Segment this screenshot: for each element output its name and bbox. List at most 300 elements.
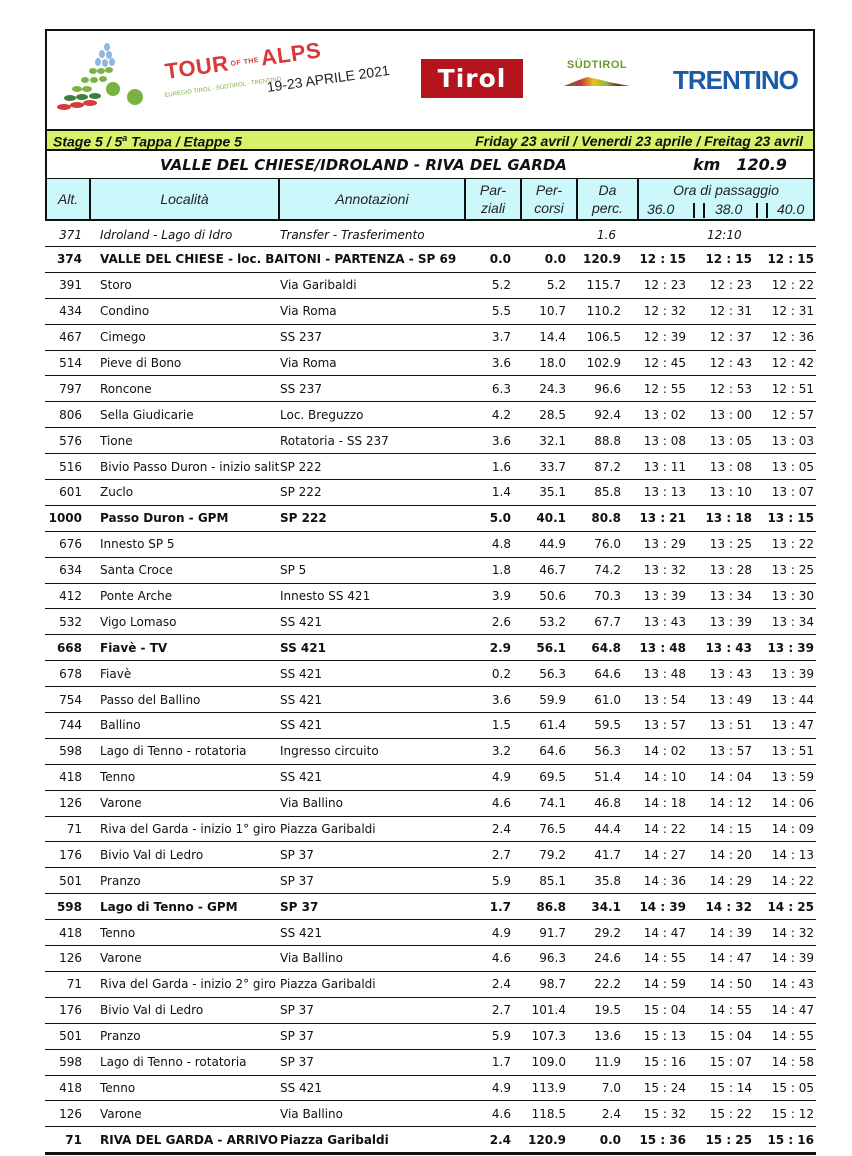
cell-da: 74.2	[594, 563, 621, 578]
table-row	[45, 247, 816, 273]
cell-alt: 678	[59, 666, 82, 681]
cell-t2: 14 : 55	[709, 1003, 752, 1018]
cell-loc: Cimego	[100, 330, 146, 345]
cell-par: 3.6	[491, 692, 511, 707]
cell-alt: 391	[59, 278, 82, 293]
cell-t2: 14 : 29	[709, 873, 752, 888]
cell-par: 2.4	[491, 977, 511, 992]
cell-per: 56.1	[536, 640, 566, 655]
stage-label: Stage 5 / 5$^a$ Tappa / Etappe 5	[53, 133, 242, 150]
cell-t2: 13 : 51	[709, 718, 752, 733]
cell-t2: 12 : 43	[709, 356, 752, 370]
cell-per: 79.2	[539, 847, 566, 862]
cell-loc: Santa Croce	[100, 563, 173, 578]
cell-loc: Sella Giudicarie	[100, 407, 194, 422]
cell-t3: 15 : 05	[771, 1080, 814, 1095]
col-parziali: Par- ziali	[466, 179, 522, 219]
cell-da: 22.2	[594, 977, 621, 992]
cell-loc: Condino	[100, 304, 150, 319]
col-alt: Alt.	[47, 179, 91, 219]
cell-t3: 12 : 31	[771, 304, 814, 319]
cell-per: 33.7	[539, 459, 566, 474]
cell-da: 34.1	[591, 899, 621, 914]
cell-alt: 418	[59, 770, 82, 785]
cell-da: 56.3	[594, 744, 621, 759]
table-row	[45, 454, 816, 480]
cell-par: 3.7	[491, 330, 511, 345]
cell-loc: Pranzo	[100, 873, 141, 888]
cell-per: 120.9	[528, 1132, 566, 1147]
cell-loc: Varone	[100, 796, 142, 811]
timetable	[45, 223, 816, 1155]
cell-t1: 14 : 10	[643, 770, 686, 785]
cell-per: 46.7	[539, 563, 566, 578]
table-row	[45, 609, 816, 635]
cell-t1: 14 : 27	[643, 847, 686, 862]
route-title: VALLE DEL CHIESE/IDROLAND - RIVA DEL GARDA	[160, 156, 567, 174]
cell-t3: 14 : 43	[771, 977, 814, 992]
cell-t2: 12 : 23	[709, 278, 752, 293]
cell-par: 2.7	[491, 847, 511, 862]
cell-ann: SS 421	[280, 692, 322, 707]
cell-per: 76.5	[539, 822, 566, 837]
cell-ann: SS 421	[280, 1080, 322, 1095]
cell-t1: 15 : 13	[643, 1029, 686, 1044]
cell-per: 86.8	[536, 899, 566, 914]
table-row	[45, 739, 816, 765]
cell-alt: 797	[59, 381, 82, 396]
cell-per: 28.5	[539, 407, 566, 422]
cell-ann: Via Garibaldi	[280, 278, 357, 293]
table-row	[45, 998, 816, 1024]
cell-loc: Vigo Lomaso	[100, 614, 177, 629]
cell-par: 4.6	[491, 1106, 511, 1121]
table-row	[45, 972, 816, 998]
cell-per: 40.1	[536, 511, 566, 526]
cell-loc: Bivio Val di Ledro	[100, 847, 204, 862]
table-row	[45, 480, 816, 506]
table-row	[45, 273, 816, 299]
cell-ann: SP 37	[280, 1055, 314, 1070]
cell-ann: SS 421	[280, 770, 322, 785]
cell-t2: 15 : 04	[709, 1029, 752, 1044]
cell-t2: 14 : 12	[709, 796, 752, 811]
cell-per: 101.4	[531, 1003, 566, 1018]
cell-ann: SS 237	[280, 330, 322, 345]
cell-ann: SP 37	[280, 847, 314, 862]
cell-t2: 13 : 08	[709, 459, 752, 474]
cell-par: 1.7	[489, 899, 511, 914]
cell-par: 1.7	[491, 1055, 511, 1070]
table-row	[45, 376, 816, 402]
cell-da: 29.2	[594, 925, 621, 940]
table-row	[45, 842, 816, 868]
trentino-logo: TRENTINO	[673, 65, 798, 95]
cell-ann: Piazza Garibaldi	[280, 1132, 389, 1147]
cell-par: 4.9	[491, 1080, 511, 1095]
cell-t3: 13 : 22	[771, 537, 814, 552]
cell-loc: Lago di Tenno - rotatoria	[100, 744, 247, 759]
cell-t1: 14 : 36	[643, 873, 686, 888]
cell-loc: Bivio Passo Duron - inizio salit	[100, 459, 280, 474]
cell-da: 92.4	[594, 407, 621, 422]
cell-alt: 806	[59, 407, 82, 422]
cell-t3: 14 : 47	[771, 1003, 814, 1018]
col-ora-di-passaggio: Ora di passaggio 36.0 38.0 40.0	[647, 182, 805, 217]
cell-t3: 13 : 30	[771, 589, 814, 604]
cell-loc: Tenno	[100, 770, 136, 785]
tour-of-the-alps-logo	[55, 39, 400, 121]
cell-alt: 501	[59, 873, 82, 888]
cell-ann: SS 421	[280, 666, 322, 681]
cell-t3: 13 : 03	[771, 433, 814, 448]
cell-t1: 13 : 11	[643, 459, 686, 474]
total-distance: km 120.9	[693, 155, 787, 174]
cell-t1: 13 : 57	[643, 718, 686, 733]
table-row	[45, 506, 816, 532]
cell-alt: 634	[59, 563, 82, 578]
cell-alt: 412	[59, 589, 82, 604]
cell-da: 76.0	[594, 537, 621, 552]
cell-t2: 12 : 31	[709, 304, 752, 319]
cell-t1: 14 : 39	[639, 899, 686, 914]
cell-ann: Via Roma	[280, 304, 337, 319]
cell-da: 88.8	[594, 433, 621, 448]
cell-loc: Lago di Tenno - rotatoria	[100, 1055, 247, 1070]
cell-alt: 176	[59, 847, 82, 862]
table-header	[45, 178, 815, 221]
cell-per: 64.6	[539, 744, 566, 759]
table-row	[45, 894, 816, 920]
cell-par: 1.6	[491, 459, 511, 474]
cell-per: 91.7	[539, 925, 566, 940]
cell-alt: 532	[59, 614, 82, 629]
cell-per: 61.4	[539, 718, 566, 733]
transfer-row: 371 Idroland - Lago di Idro Transfer - Trasferimento 1.6 12:10	[45, 223, 816, 247]
cell-alt: 434	[59, 304, 82, 319]
table-row	[45, 765, 816, 791]
cell-t2: 14 : 20	[709, 847, 752, 862]
cell-da: 13.6	[594, 1029, 621, 1044]
cell-da: 24.6	[594, 951, 621, 966]
cell-t1: 14 : 55	[643, 951, 686, 966]
cell-t2: 13 : 49	[709, 692, 752, 707]
cell-t1: 12 : 15	[639, 252, 686, 267]
cell-ann: Piazza Garibaldi	[280, 977, 376, 992]
cell-da: 115.7	[586, 278, 621, 293]
cell-t1: 13 : 13	[643, 485, 686, 500]
cell-alt: 1000	[48, 511, 82, 526]
table-row	[45, 868, 816, 894]
cell-par: 0.2	[491, 666, 511, 681]
cell-par: 1.4	[491, 485, 511, 500]
cell-loc: Storo	[100, 278, 132, 293]
cell-t1: 13 : 43	[643, 614, 686, 629]
cell-par: 4.8	[491, 537, 511, 552]
cell-t1: 13 : 54	[643, 692, 686, 707]
tirol-logo: Tirol	[421, 59, 523, 98]
cell-per: 59.9	[539, 692, 566, 707]
cell-t2: 15 : 22	[709, 1106, 752, 1121]
cell-t3: 14 : 13	[771, 847, 814, 862]
cell-alt: 516	[59, 459, 82, 474]
cell-ann: SP 37	[280, 1003, 314, 1018]
cell-t3: 12 : 57	[771, 407, 814, 422]
cell-alt: 126	[59, 951, 82, 966]
table-row	[45, 1076, 816, 1102]
cell-t3: 15 : 12	[771, 1106, 814, 1121]
table-row	[45, 325, 816, 351]
cell-da: 64.8	[591, 640, 621, 655]
cell-t3: 12 : 42	[771, 356, 814, 370]
cell-t1: 12 : 32	[643, 304, 686, 319]
table-row	[45, 351, 816, 377]
cell-t2: 13 : 43	[709, 666, 752, 681]
cell-ann: SP 37	[280, 1029, 314, 1044]
table-row	[45, 817, 816, 843]
cell-par: 5.9	[491, 1029, 511, 1044]
cell-per: 0.0	[544, 252, 566, 267]
cell-par: 5.2	[491, 278, 511, 293]
cell-t2: 13 : 00	[709, 407, 752, 422]
cell-t3: 12 : 51	[771, 381, 814, 396]
stage-date: Friday 23 avril / Venerdi 23 aprile / Freitag 23 avril	[475, 133, 803, 149]
cell-per: 113.9	[531, 1080, 566, 1095]
cell-alt: 744	[59, 718, 82, 733]
table-row	[45, 1101, 816, 1127]
cell-t1: 15 : 32	[643, 1106, 686, 1121]
table-row	[45, 402, 816, 428]
cell-t3: 14 : 32	[771, 925, 814, 940]
cell-t3: 14 : 06	[771, 796, 814, 811]
cell-loc: Zuclo	[100, 485, 134, 500]
cell-loc: Pieve di Bono	[100, 356, 182, 370]
cell-alt: 501	[59, 1029, 82, 1044]
cell-t2: 13 : 18	[705, 511, 752, 526]
cell-per: 14.4	[539, 330, 566, 345]
sudtirol-hills-icon	[564, 77, 630, 86]
cell-par: 0.0	[489, 252, 511, 267]
cell-par: 4.6	[491, 951, 511, 966]
cell-t2: 13 : 34	[709, 589, 752, 604]
cell-per: 96.3	[539, 951, 566, 966]
cell-loc: Ponte Arche	[100, 589, 173, 604]
cell-t3: 13 : 59	[771, 770, 814, 785]
cell-alt: 668	[56, 640, 82, 655]
cell-t3: 13 : 39	[767, 640, 814, 655]
cell-da: 44.4	[594, 822, 621, 837]
cell-t3: 13 : 05	[771, 459, 814, 474]
cell-t1: 15 : 04	[643, 1003, 686, 1018]
logo-band	[47, 31, 813, 129]
cell-per: 44.9	[539, 537, 566, 552]
cell-da: 120.9	[583, 252, 621, 267]
cell-per: 50.6	[539, 589, 566, 604]
cell-loc: Fiavè - TV	[100, 640, 168, 655]
cell-t2: 15 : 14	[709, 1080, 752, 1095]
cell-da: 96.6	[594, 381, 621, 396]
cell-par: 1.5	[491, 718, 511, 733]
table-row	[45, 532, 816, 558]
cell-loc: Fiavè	[100, 666, 132, 681]
cell-t2: 14 : 04	[709, 770, 752, 785]
cell-t2: 15 : 07	[709, 1055, 752, 1070]
cell-per: 56.3	[539, 666, 566, 681]
cell-alt: 71	[65, 1132, 82, 1147]
cell-alt: 374	[56, 252, 82, 267]
cell-par: 2.9	[489, 640, 511, 655]
cell-t1: 12 : 23	[643, 278, 686, 293]
cell-da: 64.6	[594, 666, 621, 681]
cell-loc: RIVA DEL GARDA - ARRIVO	[100, 1132, 279, 1147]
cell-per: 32.1	[539, 433, 566, 448]
cell-par: 5.5	[491, 304, 511, 319]
cell-t3: 13 : 47	[771, 718, 814, 733]
cell-da: 2.4	[601, 1106, 621, 1121]
cell-t3: 13 : 34	[771, 614, 814, 629]
cell-per: 5.2	[546, 278, 566, 293]
cell-da: 61.0	[594, 692, 621, 707]
sudtirol-logo: SÜDTIROL	[557, 59, 637, 99]
cell-per: 98.7	[539, 977, 566, 992]
col-localita: Località	[91, 179, 280, 219]
cell-da: 41.7	[594, 847, 621, 862]
cell-t1: 14 : 47	[643, 925, 686, 940]
cell-da: 19.5	[594, 1003, 621, 1018]
cell-alt: 71	[66, 977, 82, 992]
cell-ann: SS 237	[280, 381, 322, 396]
cell-t2: 13 : 57	[709, 744, 752, 759]
cell-loc: Riva del Garda - inizio 2° giro	[100, 977, 276, 992]
cell-par: 4.9	[491, 925, 511, 940]
table-row	[45, 946, 816, 972]
table-row	[45, 635, 816, 661]
cell-ann: SP 222	[280, 511, 327, 526]
cell-ann: SS 421	[280, 925, 322, 940]
col-annotazioni: Annotazioni	[280, 179, 466, 219]
cell-t1: 13 : 21	[639, 511, 686, 526]
cell-alt: 418	[59, 1080, 82, 1095]
cell-t1: 15 : 24	[643, 1080, 686, 1095]
cell-t1: 13 : 48	[643, 666, 686, 681]
cell-alt: 126	[59, 1106, 82, 1121]
cell-t3: 13 : 51	[771, 744, 814, 759]
cell-t2: 13 : 43	[705, 640, 752, 655]
cell-alt: 576	[59, 433, 82, 448]
cell-per: 53.2	[539, 614, 566, 629]
cell-t3: 14 : 55	[771, 1029, 814, 1044]
cell-par: 2.4	[491, 822, 511, 837]
cell-per: 109.0	[531, 1055, 566, 1070]
cell-t1: 14 : 59	[643, 977, 686, 992]
cell-par: 5.0	[489, 511, 511, 526]
speed-40: 40.0	[777, 201, 805, 217]
table-row	[45, 791, 816, 817]
cell-per: 74.1	[539, 796, 566, 811]
cell-t3: 15 : 16	[767, 1132, 814, 1147]
cell-t3: 13 : 44	[771, 692, 814, 707]
cell-loc: Tenno	[100, 1080, 136, 1095]
cell-ann: Ingresso circuito	[280, 744, 379, 759]
cell-da: 110.2	[586, 304, 621, 319]
cell-t2: 13 : 25	[709, 537, 752, 552]
cell-t3: 14 : 58	[771, 1055, 814, 1070]
cell-t2: 13 : 28	[709, 563, 752, 578]
cell-t2: 13 : 10	[709, 485, 752, 500]
cell-loc: Tenno	[100, 925, 136, 940]
cell-loc: Passo Duron - GPM	[100, 511, 229, 526]
cell-t3: 14 : 25	[767, 899, 814, 914]
cell-t2: 14 : 47	[709, 951, 752, 966]
cell-ann: Piazza Garibaldi	[280, 822, 376, 837]
cell-t3: 14 : 09	[771, 822, 814, 837]
cell-t3: 13 : 07	[771, 485, 814, 500]
cell-per: 10.7	[539, 304, 566, 319]
cell-per: 18.0	[539, 356, 566, 370]
cell-t1: 13 : 32	[643, 563, 686, 578]
tour-of-the-alps-subtitle: EUREGIO TIROL · SÜDTIROL · TRENTINO	[164, 76, 282, 99]
cell-par: 1.8	[491, 563, 511, 578]
cyclist-triangle-icon	[55, 39, 155, 121]
page-header-box	[45, 29, 815, 180]
cell-loc: Roncone	[100, 381, 152, 396]
cell-da: 11.9	[594, 1055, 621, 1070]
cell-par: 2.6	[491, 614, 511, 629]
tour-of-the-alps-title: TOUROF THEALPS	[163, 37, 323, 85]
speed-38: 38.0	[715, 201, 743, 217]
table-row	[45, 428, 816, 454]
cell-t3: 14 : 39	[771, 951, 814, 966]
cell-da: 0.0	[599, 1132, 621, 1147]
table-row	[45, 687, 816, 713]
table-row	[45, 1050, 816, 1076]
cell-da: 7.0	[601, 1080, 621, 1095]
cell-ann: SS 421	[280, 718, 322, 733]
cell-loc: VALLE DEL CHIESE - loc. BAITONI - PARTENZA - SP 69	[100, 252, 457, 267]
cell-t2: 14 : 32	[705, 899, 752, 914]
cell-ann: SS 421	[280, 614, 322, 629]
cell-t1: 12 : 45	[643, 356, 686, 370]
col-percorsi: Per- corsi	[522, 179, 578, 219]
cell-t1: 12 : 55	[643, 381, 686, 396]
table-row	[45, 713, 816, 739]
cell-t2: 14 : 50	[709, 977, 752, 992]
cell-t3: 13 : 39	[771, 666, 814, 681]
cell-t2: 14 : 39	[709, 925, 752, 940]
speed-36: 36.0	[647, 201, 675, 217]
cell-t3: 14 : 22	[771, 873, 814, 888]
cell-t1: 12 : 39	[643, 330, 686, 345]
cell-da: 35.8	[594, 873, 621, 888]
cell-par: 4.6	[491, 796, 511, 811]
table-row	[45, 299, 816, 325]
cell-loc: Ballino	[100, 718, 141, 733]
cell-per: 35.1	[539, 485, 566, 500]
cell-t2: 15 : 25	[705, 1132, 752, 1147]
cell-t1: 15 : 36	[639, 1132, 686, 1147]
col-da-perc: Da perc.	[578, 179, 639, 219]
table-row	[45, 1127, 816, 1155]
cell-t2: 13 : 39	[709, 614, 752, 629]
table-row	[45, 584, 816, 610]
cell-t1: 13 : 29	[643, 537, 686, 552]
cell-t1: 13 : 39	[643, 589, 686, 604]
cell-da: 59.5	[594, 718, 621, 733]
cell-da: 67.7	[594, 614, 621, 629]
cell-per: 24.3	[539, 381, 566, 396]
cell-ann: Via Ballino	[280, 1106, 343, 1121]
cell-loc: Innesto SP 5	[100, 537, 175, 552]
